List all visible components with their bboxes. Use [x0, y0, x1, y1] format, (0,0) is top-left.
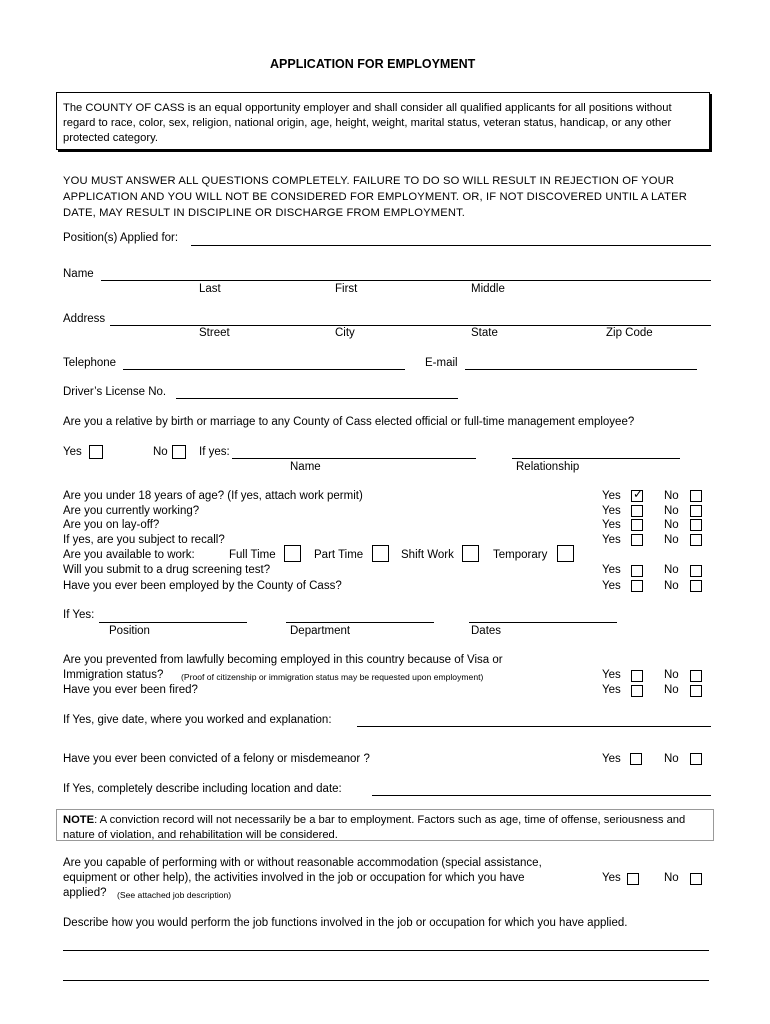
- under18-no-label: No: [664, 490, 679, 502]
- visa-no-checkbox[interactable]: [690, 670, 702, 682]
- capable-question-line1: Are you capable of performing with or without reasonable accommodation (special assistance,: [63, 857, 542, 869]
- felony-question: Have you ever been convicted of a felony or misdemeanor ?: [63, 753, 370, 765]
- capable-no-label: No: [664, 872, 679, 884]
- fired-explain-field[interactable]: [357, 726, 711, 727]
- felony-yes-label: Yes: [602, 753, 621, 765]
- positions-field[interactable]: [191, 245, 711, 246]
- employed-no-checkbox[interactable]: [690, 580, 702, 592]
- recall-yes-label: Yes: [602, 534, 621, 546]
- fired-yes-checkbox[interactable]: [631, 685, 643, 697]
- capable-yes-label: Yes: [602, 872, 621, 884]
- note-label: NOTE: [63, 814, 95, 826]
- name-label: Name: [63, 268, 94, 280]
- full-time-checkbox[interactable]: [284, 545, 301, 562]
- capable-no-checkbox[interactable]: [690, 873, 702, 885]
- full-time-label: Full Time: [229, 549, 276, 561]
- layoff-yes-checkbox[interactable]: [631, 519, 643, 531]
- prior-position-field[interactable]: [99, 622, 247, 623]
- employed-yes-label: Yes: [602, 580, 621, 592]
- recall-yes-checkbox[interactable]: [631, 534, 643, 546]
- visa-yes-label: Yes: [602, 669, 621, 681]
- relative-if-yes-label: If yes:: [199, 446, 230, 458]
- prior-department-field[interactable]: [286, 622, 434, 623]
- felony-describe-field[interactable]: [372, 795, 711, 796]
- page-title: APPLICATION FOR EMPLOYMENT: [270, 57, 476, 71]
- under18-no-checkbox[interactable]: [690, 490, 702, 502]
- address-label: Address: [63, 313, 106, 325]
- prior-position-label: Position: [109, 625, 150, 637]
- address-street-label: Street: [199, 327, 230, 339]
- visa-no-label: No: [664, 669, 679, 681]
- eeo-statement-box: [56, 92, 710, 150]
- name-first-label: First: [335, 283, 358, 295]
- address-state-label: State: [471, 327, 498, 339]
- recall-no-label: No: [664, 534, 679, 546]
- name-last-label: Last: [199, 283, 221, 295]
- email-label: E-mail: [425, 357, 458, 369]
- working-no-checkbox[interactable]: [690, 505, 702, 517]
- warning-text: YOU MUST ANSWER ALL QUESTIONS COMPLETELY. FAILURE TO DO SO WILL RESULT IN REJECTION OF YOUR APPLICATION AND YOU WILL NOT BE CONSIDERED FOR EMPLOYMENT. OR, IF NOT DISCOVERED UNTIL A LATER DATE, MAY RESULT IN DISCIPLINE OR DISCHARGE FROM EMPLOYMENT.: [63, 175, 687, 219]
- under18-yes-label: Yes: [602, 490, 621, 502]
- layoff-question: Are you on lay-off?: [63, 519, 160, 531]
- relative-name-field[interactable]: [232, 458, 476, 459]
- prior-department-label: Department: [290, 625, 351, 637]
- recall-question: If yes, are you subject to recall?: [63, 534, 225, 546]
- working-no-label: No: [664, 505, 679, 517]
- telephone-label: Telephone: [63, 357, 117, 369]
- describe-line-1[interactable]: [63, 950, 709, 951]
- temporary-checkbox[interactable]: [557, 545, 574, 562]
- prior-dates-label: Dates: [471, 625, 502, 637]
- visa-question-line1: Are you prevented from lawfully becoming employed in this country because of Visa or: [63, 654, 503, 666]
- under18-yes-checkbox[interactable]: [631, 487, 644, 502]
- felony-no-label: No: [664, 753, 679, 765]
- employed-no-label: No: [664, 580, 679, 592]
- available-question: Are you available to work:: [63, 549, 195, 561]
- address-city-label: City: [335, 327, 355, 339]
- felony-describe-label: If Yes, completely describe including location and date:: [63, 783, 342, 795]
- license-field[interactable]: [176, 398, 458, 399]
- working-yes-checkbox[interactable]: [631, 505, 643, 517]
- visa-question-line2: Immigration status?: [63, 669, 164, 681]
- conviction-note: [63, 813, 711, 843]
- drug-question: Will you submit to a drug screening test?: [63, 564, 271, 576]
- check-mark-icon: ✓: [633, 487, 644, 501]
- layoff-no-checkbox[interactable]: [690, 519, 702, 531]
- felony-no-checkbox[interactable]: [690, 753, 702, 765]
- describe-label: Describe how you would perform the job functions involved in the job or occupation for which you have applied.: [63, 917, 628, 929]
- capable-question-line2: equipment or other help), the activities involved in the job or occupation for which you have: [63, 872, 525, 884]
- note-text: : A conviction record will not necessarily be a bar to employment. Factors such as age, time of offense, seriousness and nature of violation, and rehabilitation will be considered.: [63, 814, 686, 841]
- visa-yes-checkbox[interactable]: [631, 670, 643, 682]
- under18-question: Are you under 18 years of age? (If yes, attach work permit): [63, 490, 363, 502]
- fired-explain-label: If Yes, give date, where you worked and explanation:: [63, 714, 332, 726]
- drug-no-label: No: [664, 564, 679, 576]
- describe-line-2[interactable]: [63, 980, 709, 981]
- telephone-field[interactable]: [123, 369, 405, 370]
- fired-question: Have you ever been fired?: [63, 684, 198, 696]
- positions-label: Position(s) Applied for:: [63, 232, 179, 244]
- relative-relationship-label: Relationship: [516, 461, 580, 473]
- capable-note: (See attached job description): [117, 890, 232, 900]
- part-time-label: Part Time: [314, 549, 364, 561]
- shift-work-label: Shift Work: [401, 549, 454, 561]
- email-field[interactable]: [465, 369, 697, 370]
- relative-yes-label: Yes: [63, 446, 82, 458]
- drug-yes-label: Yes: [602, 564, 621, 576]
- part-time-checkbox[interactable]: [372, 545, 389, 562]
- working-question: Are you currently working?: [63, 505, 200, 517]
- layoff-yes-label: Yes: [602, 519, 621, 531]
- relative-yes-checkbox[interactable]: [89, 445, 103, 459]
- prior-if-yes-label: If Yes:: [63, 609, 95, 621]
- relative-no-checkbox[interactable]: [172, 445, 186, 459]
- license-label: Driver’s License No.: [63, 386, 167, 398]
- employed-question: Have you ever been employed by the County of Cass?: [63, 580, 342, 592]
- temporary-label: Temporary: [493, 549, 548, 561]
- relative-no-label: No: [153, 446, 168, 458]
- fired-no-label: No: [664, 684, 679, 696]
- prior-dates-field[interactable]: [469, 622, 617, 623]
- name-field[interactable]: [101, 280, 711, 281]
- relative-name-label: Name: [290, 461, 321, 473]
- visa-note: (Proof of citizenship or immigration status may be requested upon employment): [181, 672, 484, 682]
- conviction-note-box: [56, 809, 714, 841]
- felony-yes-checkbox[interactable]: [630, 753, 642, 765]
- fired-yes-label: Yes: [602, 684, 621, 696]
- employed-yes-checkbox[interactable]: [631, 580, 643, 592]
- address-field[interactable]: [110, 325, 711, 326]
- capable-question-line3: applied?: [63, 887, 107, 899]
- capable-yes-checkbox[interactable]: [627, 873, 639, 885]
- layoff-no-label: No: [664, 519, 679, 531]
- drug-no-checkbox[interactable]: [690, 565, 702, 577]
- name-middle-label: Middle: [471, 283, 505, 295]
- relative-question: Are you a relative by birth or marriage to any County of Cass elected official or full-time management employee?: [63, 416, 635, 428]
- shift-work-checkbox[interactable]: [462, 545, 479, 562]
- fired-no-checkbox[interactable]: [690, 685, 702, 697]
- relative-relationship-field[interactable]: [512, 458, 680, 459]
- recall-no-checkbox[interactable]: [690, 534, 702, 546]
- eeo-statement: The COUNTY OF CASS is an equal opportunity employer and shall consider all qualified applicants for all positions without regard to race, color, sex, religion, national origin, age, height, weight, marital status, veteran status, handicap, or any other protected category.: [63, 102, 672, 144]
- address-zip-label: Zip Code: [606, 327, 653, 339]
- drug-yes-checkbox[interactable]: [631, 565, 643, 577]
- working-yes-label: Yes: [602, 505, 621, 517]
